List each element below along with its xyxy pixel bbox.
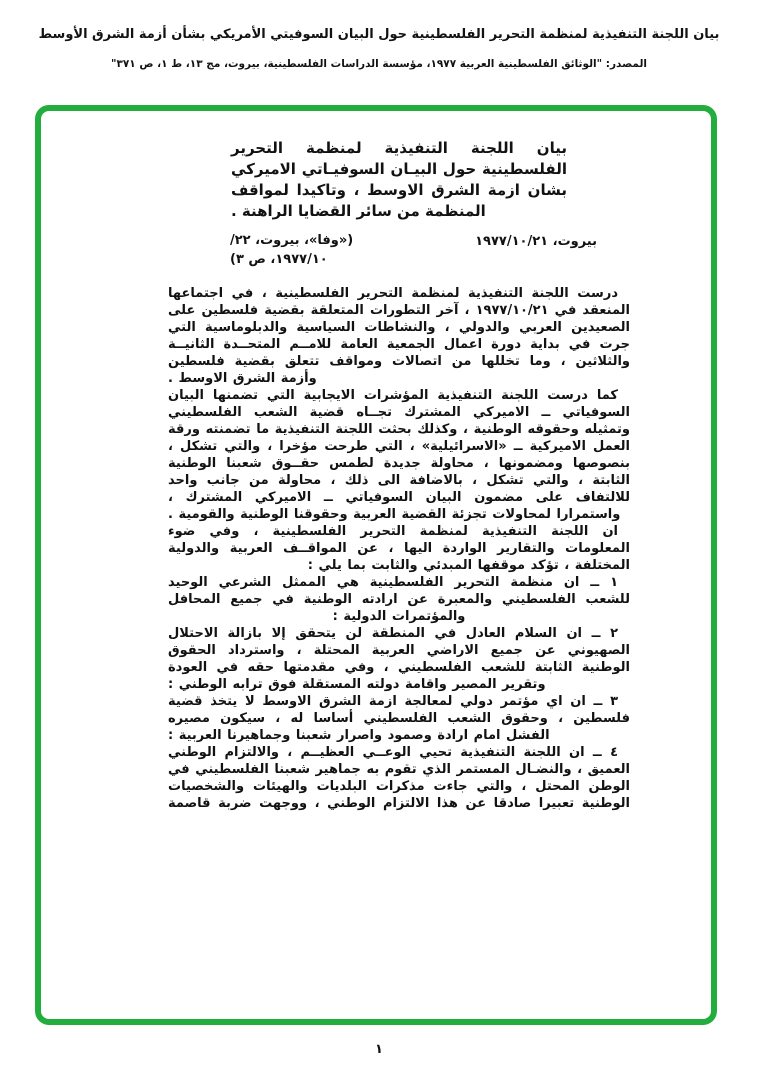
document-paragraph: كما درست اللجنة التنفيذية المؤشرات الايجابية التي تضمنها البيان السوفياتي ــ الاميركي المشترك تجــاه قضية الشعب الفلسطيني وتمثيله وحقوقه الوطنية ، وكذلك بحثت اللجنة التنفيذية ما تضمنته ورقة العمل الاميركية ــ «الاسرائيلية» ، التي طرحت مؤخرا ، والتي تشكل ، بنصوصها ومضمونها ، محاولة جديدة لطمس حقــوق شعبنا الوطنية الثابتة ، والتي تشكل ، بالاضافة الى ذلك ، محاولة من جانب واحد للالتفاف على مضمون البيان السوفياتي ــ الاميركي المشترك ، واستمرارا لمحاولات تجزئة القضية العربية وحقوقنا الوطنية والقومية . xyxy=(168,388,630,522)
document-title: بيان اللجنة التنفيذية لمنظمة التحرير الفلسطينية حول البيـان السوفيـاتي الاميركي بشان ازمة الشرق الاوسط ، وتاكيدا لمواقف المنظمة من سائر القضايا الراهنة . xyxy=(231,139,567,220)
document-paragraph: ٣ ــ ان اي مؤتمر دولي لمعالجة ازمة الشرق الاوسط لا يتخذ قضية فلسطين ، وحقوق الشعب الفلسطيني أساسا له ، سيكون مصيره الفشل امام ارادة وصمود واصرار شعبنا وجماهيرنا العربية : xyxy=(168,694,630,743)
document-paragraph: ٤ ــ ان اللجنة التنفيذية تحيي الوعــي العظيــم ، والالتزام الوطني العميق ، والنضـال المستمر الذي تقوم به جماهير شعبنا الفلسطيني في الوطن المحتل ، والتي جاءت مذكرات البلديات والهيئات والشخصيات الوطنية تعبيرا صادقا عن هذا الالتزام الوطني ، ووجهت ضربة قاصمة xyxy=(168,745,630,811)
document-dateline: بيروت، ١٩٧٧/١٠/٢١ xyxy=(475,234,597,249)
header-title: بيان اللجنة التنفيذية لمنظمة التحرير الفلسطينية حول البيان السوفيتي الأمريكي بشأن أزمة الشرق الأوسط xyxy=(38,27,720,42)
document-paragraph: درست اللجنة التنفيذية لمنظمة التحرير الفلسطينية ، في اجتماعها المنعقد في ١٩٧٧/١٠/٢١ ، آخر التطورات المتعلقة بقضية فلسطين على الصعيدين العربي والدولي ، والنشاطات السياسية والدبلوماسية التي جرت في بداية دورة اعمال الجمعية العامة للامــم المتحــدة الثانيــة والثلاثين ، وما تخللها من اتصالات ومواقف تتعلق بقضية فلسطين وأزمة الشرق الاوسط . xyxy=(168,286,630,386)
document-paragraph: ١ ــ ان منظمة التحرير الفلسطينية هي الممثل الشرعي الوحيد للشعب الفلسطيني والمعبرة عن ارادته الوطنية في جميع المحافل والمؤتمرات الدولية : xyxy=(168,575,630,624)
source-citation-line2: ١٩٧٧/١٠، ص ٣) xyxy=(230,251,328,267)
header-source-line: المصدر: "الوثائق الفلسطينية العربية ١٩٧٧، مؤسسة الدراسات الفلسطينية، بيروت، مج ١٣، ط ١، ص ٣٧١" xyxy=(110,58,647,70)
document-paragraph: ٢ ــ ان السلام العادل في المنطقة لن يتحقق إلا بازالة الاحتلال الصهيوني عن جميع الاراضي العربية المحتلة ، واسترداد الحقوق الوطنية الثابتة للشعب الفلسطيني ، وفي مقدمتها حقه في العودة وتقرير المصير واقامة دولته المستقلة فوق ترابه الوطني : xyxy=(168,626,630,692)
source-citation-line1: («وفا»، بيروت، ٢٢/ xyxy=(230,233,354,248)
document-paragraph: ان اللجنة التنفيذية لمنظمة التحرير الفلسطينية ، وفي ضوء المعلومات والتقارير الواردة اليها ، عن المواقــف العربية والدولية المختلفة ، تؤكد موقفها المبدئي والثابت بما يلي : xyxy=(168,524,630,573)
page-number: ١ xyxy=(375,1042,383,1057)
source-citation xyxy=(230,232,353,269)
dateline-row xyxy=(168,232,630,269)
document-body xyxy=(168,138,630,812)
